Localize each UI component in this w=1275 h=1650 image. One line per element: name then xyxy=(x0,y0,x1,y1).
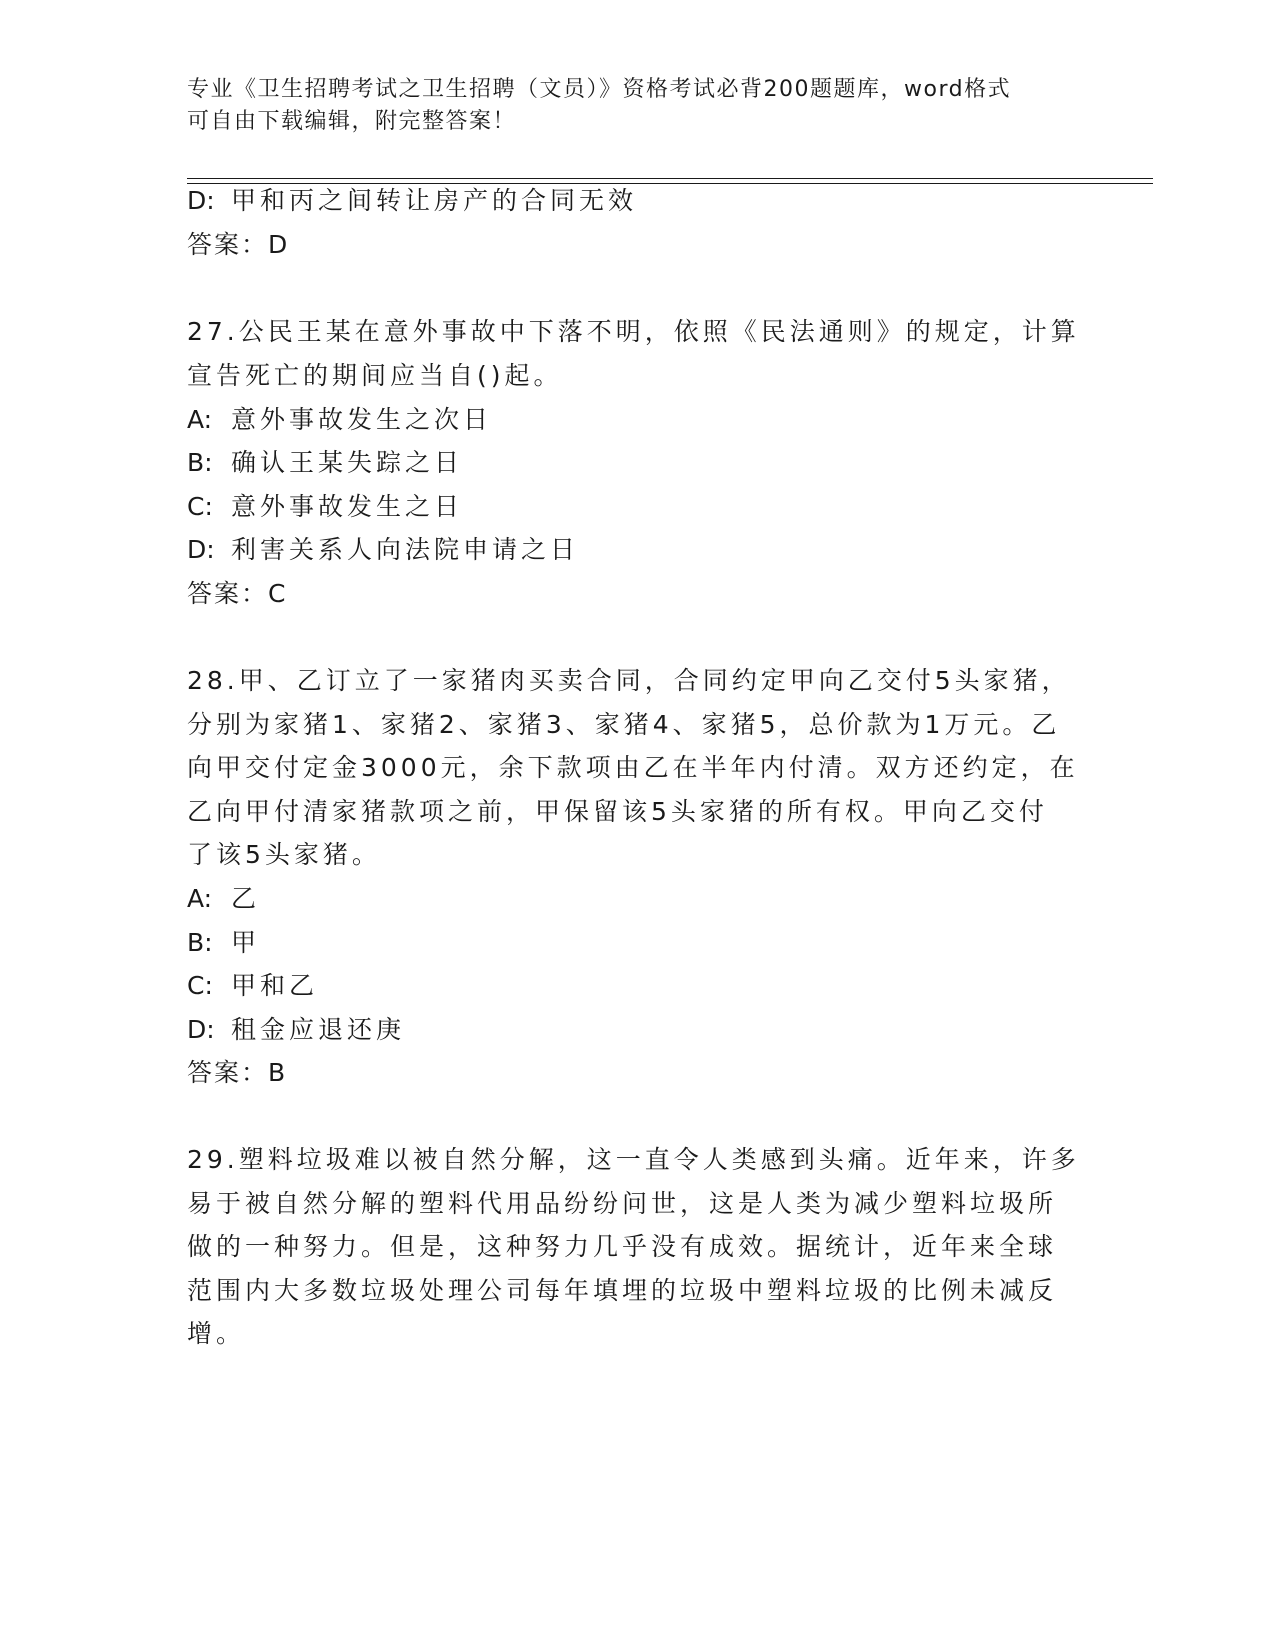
option-text: 乙 xyxy=(231,884,261,913)
option-key: D: xyxy=(187,1015,215,1044)
header-line-1: 专业《卫生招聘考试之卫生招聘（文员）》资格考试必背200题题库，word格式 xyxy=(187,77,1012,102)
option-key: B: xyxy=(187,448,213,477)
q28-option-c xyxy=(187,968,318,1004)
option-key: C: xyxy=(187,971,213,1000)
option-text: 租金应退还庚 xyxy=(231,1015,406,1044)
option-text: 甲 xyxy=(231,928,261,957)
option-key: A: xyxy=(187,405,213,434)
q29-stem-line-4: 范围内大多数垃圾处理公司每年填埋的垃圾中塑料垃圾的比例未减反 xyxy=(187,1276,1058,1305)
q26-option-d xyxy=(187,183,637,219)
option-text: 确认王某失踪之日 xyxy=(231,448,464,477)
option-text: 利害关系人向法院申请之日 xyxy=(231,535,580,564)
q27-option-d xyxy=(187,532,579,568)
q28-stem-line-4: 乙向甲付清家猪款项之前，甲保留该5头家猪的所有权。甲向乙交付 xyxy=(187,797,1048,826)
q29-stem-line-5: 增。 xyxy=(187,1319,246,1348)
q27-option-b xyxy=(187,445,463,481)
q28-stem-line-2: 分别为家猪1、家猪2、家猪3、家猪4、家猪5，总价款为1万元。乙 xyxy=(187,710,1061,739)
q27-stem-line-1: 27.公民王某在意外事故中下落不明，依照《民法通则》的规定，计算 xyxy=(187,317,1080,346)
option-text: 意外事故发生之日 xyxy=(231,492,464,521)
option-key: A: xyxy=(187,884,213,913)
option-key: D: xyxy=(187,186,215,215)
header-divider-top xyxy=(187,178,1153,179)
option-text: 意外事故发生之次日 xyxy=(231,405,493,434)
q29-stem-line-1: 29.塑料垃圾难以被自然分解，这一直令人类感到头痛。近年来，许多 xyxy=(187,1145,1080,1174)
page-header xyxy=(187,74,1067,138)
q28-stem-line-3: 向甲交付定金3000元，余下款项由乙在半年内付清。双方还约定，在 xyxy=(187,753,1079,782)
header-line-2: 可自由下载编辑，附完整答案！ xyxy=(187,109,517,134)
q29-stem-line-3: 做的一种努力。但是，这种努力几乎没有成效。据统计，近年来全球 xyxy=(187,1232,1058,1261)
q28-option-a xyxy=(187,881,260,917)
q28-stem-line-1: 28.甲、乙订立了一家猪肉买卖合同，合同约定甲向乙交付5头家猪， xyxy=(187,666,1071,695)
q26-answer: 答案：D xyxy=(187,230,290,259)
q28-answer: 答案：B xyxy=(187,1058,288,1087)
q27-option-c xyxy=(187,489,463,525)
option-key: D: xyxy=(187,535,215,564)
q27-option-a xyxy=(187,402,492,438)
q27-stem-line-2: 宣告死亡的期间应当自()起。 xyxy=(187,361,563,390)
q28-option-d xyxy=(187,1012,405,1048)
option-text: 甲和丙之间转让房产的合同无效 xyxy=(231,186,638,215)
q28-stem-line-5: 了该5头家猪。 xyxy=(187,840,381,869)
q27-answer: 答案：C xyxy=(187,579,288,608)
q29-stem-line-2: 易于被自然分解的塑料代用品纷纷问世，这是人类为减少塑料垃圾所 xyxy=(187,1189,1058,1218)
option-key: C: xyxy=(187,492,213,521)
q28-option-b xyxy=(187,925,260,961)
option-text: 甲和乙 xyxy=(231,971,319,1000)
option-key: B: xyxy=(187,928,213,957)
